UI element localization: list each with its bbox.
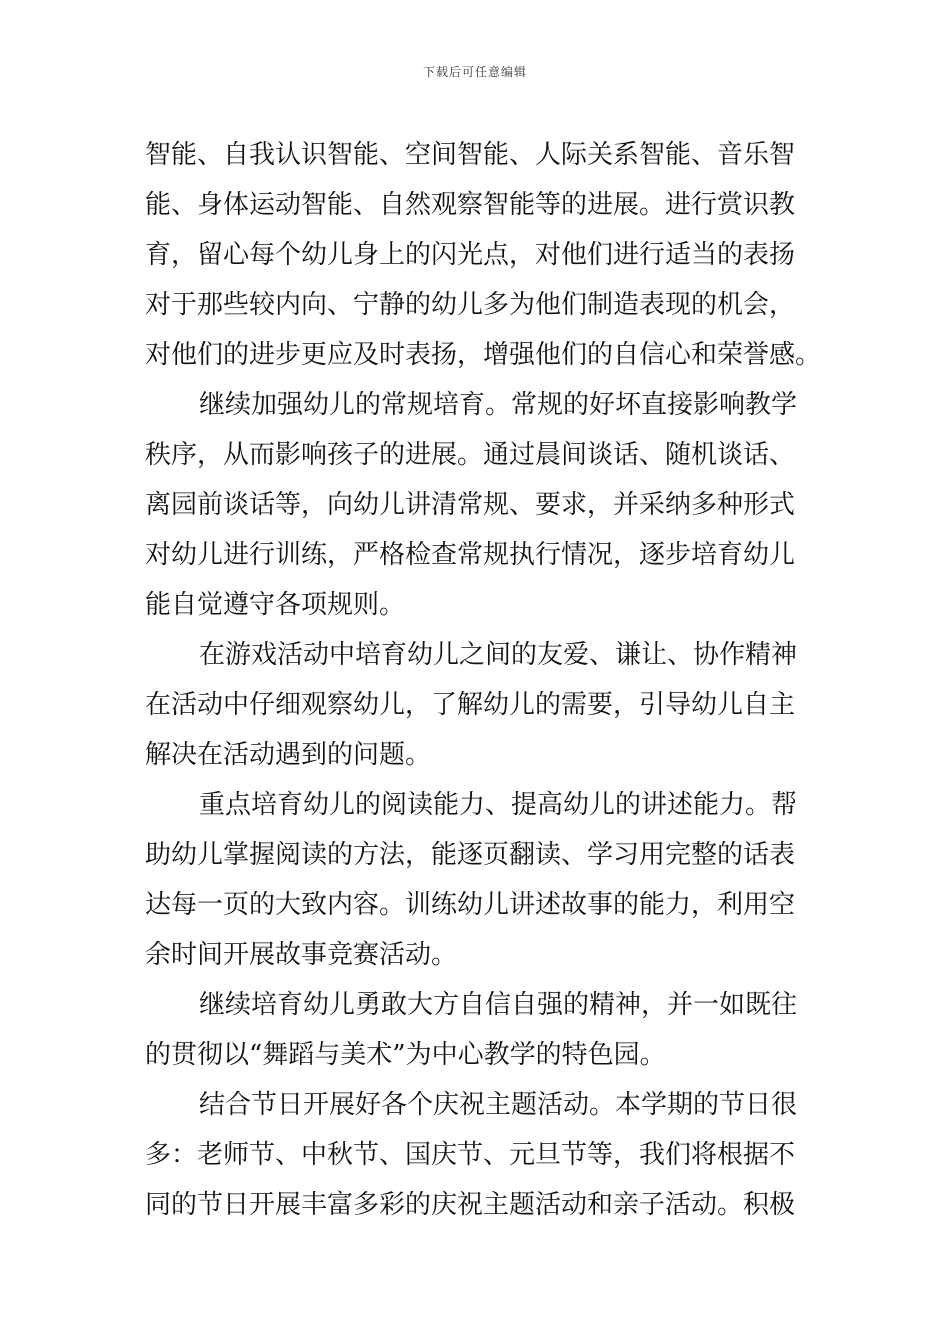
text-line: 余时间开展故事竞赛活动。 xyxy=(145,940,458,970)
text-line: 离园前谈话等，向幼儿讲清常规、要求，并采纳多种形式 xyxy=(145,490,796,520)
text-line: 能、身体运动智能、自然观察智能等的进展。进行赏识教 xyxy=(145,190,796,220)
text-line: 的贯彻以“舞蹈与美术”为中心教学的特色园。 xyxy=(145,1040,666,1070)
text-line: 解决在活动遇到的问题。 xyxy=(145,740,432,770)
text-line: 对幼儿进行训练，严格检查常规执行情况，逐步培育幼儿 xyxy=(145,540,796,570)
paragraph-start-line: 继续加强幼儿的常规培育。常规的好坏直接影响教学 xyxy=(199,390,798,420)
text-line: 育，留心每个幼儿身上的闪光点，对他们进行适当的表扬 xyxy=(145,240,796,270)
text-line: 智能、自我认识智能、空间智能、人际关系智能、音乐智 xyxy=(145,140,796,170)
text-line: 多：老师节、中秋节、国庆节、元旦节等，我们将根据不 xyxy=(145,1140,796,1170)
text-line: 对他们的进步更应及时表扬，增强他们的自信心和荣誉感。 xyxy=(145,340,822,370)
text-line: 对于那些较内向、宁静的幼儿多为他们制造表现的机会， xyxy=(145,290,796,320)
text-line: 能自觉遵守各项规则。 xyxy=(145,590,406,620)
text-line: 在活动中仔细观察幼儿，了解幼儿的需要，引导幼儿自主 xyxy=(145,690,796,720)
paragraph-start-line: 在游戏活动中培育幼儿之间的友爱、谦让、协作精神 xyxy=(199,640,798,670)
body-text xyxy=(145,130,822,1230)
paragraph-start-line: 重点培育幼儿的阅读能力、提高幼儿的讲述能力。帮 xyxy=(199,790,798,820)
paragraph-start-line: 继续培育幼儿勇敢大方自信自强的精神，并一如既往 xyxy=(199,990,798,1020)
paragraph-start-line: 结合节日开展好各个庆祝主题活动。本学期的节日很 xyxy=(199,1090,798,1120)
text-line: 秩序，从而影响孩子的进展。通过晨间谈话、随机谈话、 xyxy=(145,440,796,470)
page-header: 下载后可任意编辑 xyxy=(422,65,527,79)
text-line: 达每一页的大致内容。训练幼儿讲述故事的能力，利用空 xyxy=(145,890,796,920)
text-line: 助幼儿掌握阅读的方法，能逐页翻读、学习用完整的话表 xyxy=(145,840,796,870)
text-line: 同的节日开展丰富多彩的庆祝主题活动和亲子活动。积极 xyxy=(145,1190,796,1220)
